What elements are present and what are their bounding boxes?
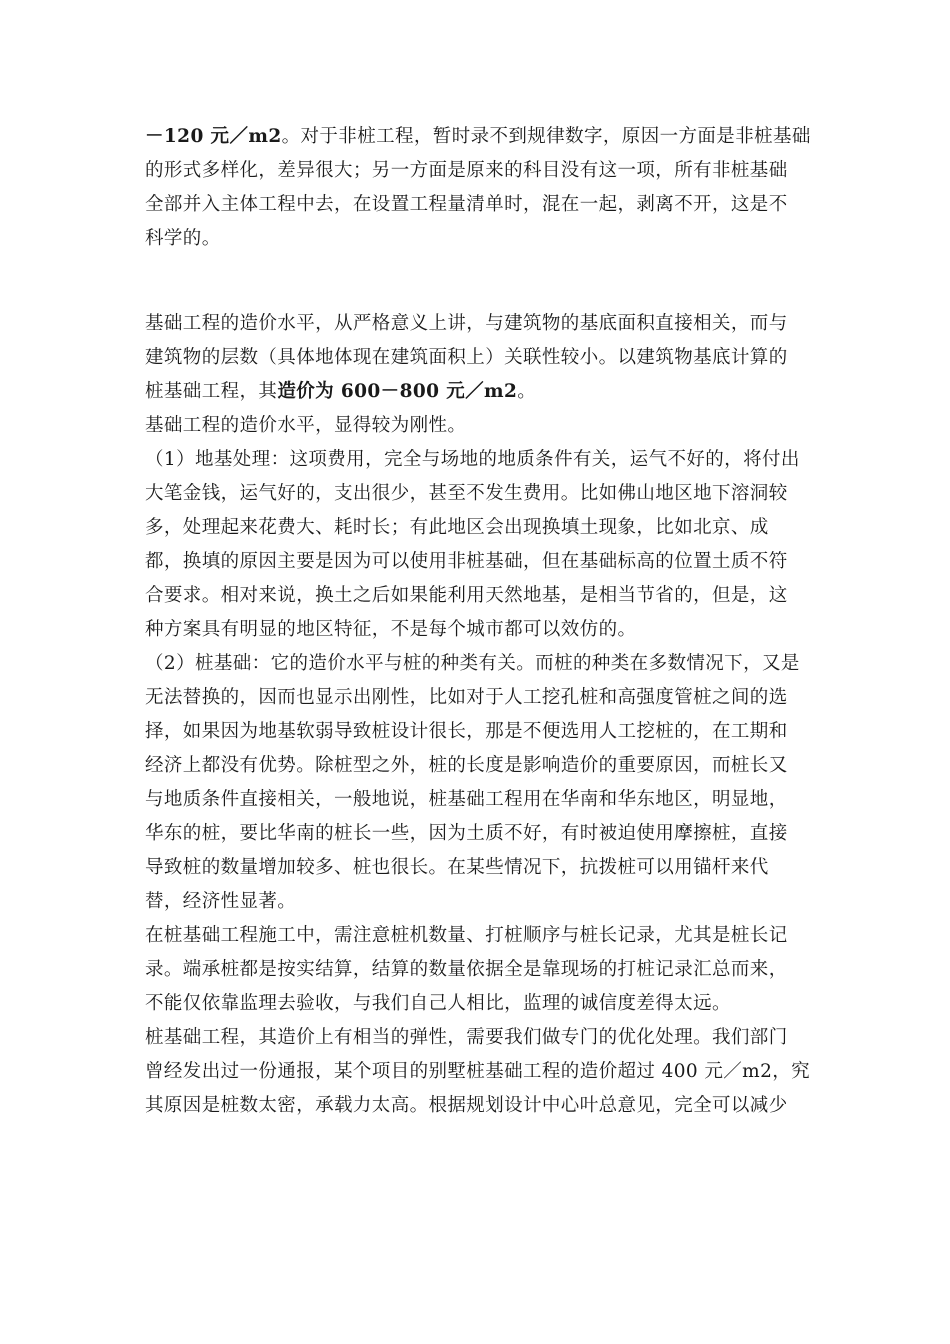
paragraph-2 <box>145 307 810 1157</box>
text-line <box>145 1123 810 1157</box>
paragraph-1 <box>145 120 810 256</box>
text-line: 都，换填的原因主要是因为可以使用非桩基础，但在基础标高的位置土质不符 <box>145 551 788 572</box>
text-line: 全部并入主体工程中去，在设置工程量清单时，混在一起，剥离不开，这是不 <box>145 194 788 215</box>
text-line: 无法替换的，因而也显示出刚性，比如对于人工挖孔桩和高强度管桩之间的选 <box>145 687 788 708</box>
text-line: （1）地基处理：这项费用，完全与场地的地质条件有关，运气不好的，将付出 <box>145 449 800 470</box>
text-line: 择，如果因为地基软弱导致桩设计很长，那是不便选用人工挖桩的，在工期和 <box>145 721 788 742</box>
text-line: 在桩基础工程施工中，需注意桩机数量、打桩顺序与桩长记录，尤其是桩长记 <box>145 925 788 946</box>
text-line: 基础工程的造价水平，显得较为刚性。 <box>145 415 467 436</box>
text-line: 的形式多样化，差异很大；另一方面是原来的科目没有这一项，所有非桩基础 <box>145 160 788 181</box>
text-line: 其原因是桩数太密，承载力太高。根据规划设计中心叶总意见，完全可以减少 <box>145 1095 788 1116</box>
text-line: －120 元／m2。对于非桩工程，暂时录不到规律数字，原因一方面是非桩基础 <box>145 126 811 147</box>
text-line: 建筑物的层数（具体地体现在建筑面积上）关联性较小。以建筑物基底计算的 <box>145 347 788 368</box>
text-line: 导致桩的数量增加较多、桩也很长。在某些情况下，抗拨桩可以用锚杆来代 <box>145 857 769 878</box>
text-line: 种方案具有明显的地区特征，不是每个城市都可以效仿的。 <box>145 619 637 640</box>
text-line: 替，经济性显著。 <box>145 891 297 912</box>
text-line: 华东的桩，要比华南的桩长一些，因为土质不好，有时被迫使用摩擦桩，直接 <box>145 823 788 844</box>
text-line: 录。端承桩都是按实结算，结算的数量依据全是靠现场的打桩记录汇总而来， <box>145 959 788 980</box>
bold-text: －120 元／m2 <box>145 126 282 147</box>
bold-text: 造价为 600－800 元／m2 <box>277 381 518 402</box>
text-line: 曾经发出过一份通报，某个项目的别墅桩基础工程的造价超过 400 元／m2，究 <box>145 1061 811 1082</box>
text-line: 合要求。相对来说，换土之后如果能利用天然地基，是相当节省的，但是，这 <box>145 585 788 606</box>
text-line: 桩基础工程，其造价为 600－800 元／m2。 <box>145 381 537 402</box>
text-line: 经济上都没有优势。除桩型之外，桩的长度是影响造价的重要原因，而桩长又 <box>145 755 788 776</box>
text-line: 科学的。 <box>145 228 221 249</box>
text-line: 大笔金钱，运气好的，支出很少，甚至不发生费用。比如佛山地区地下溶洞较 <box>145 483 788 504</box>
text-line: 不能仅依靠监理去验收，与我们自己人相比，监理的诚信度差得太远。 <box>145 993 731 1014</box>
text-line: 与地质条件直接相关，一般地说，桩基础工程用在华南和华东地区，明显地， <box>145 789 788 810</box>
text-line: 多，处理起来花费大、耗时长；有此地区会出现换填土现象，比如北京、成 <box>145 517 769 538</box>
text-line: （2）桩基础：它的造价水平与桩的种类有关。而桩的种类在多数情况下，又是 <box>145 653 800 674</box>
text-line: 基础工程的造价水平，从严格意义上讲，与建筑物的基底面积直接相关，而与 <box>145 313 788 334</box>
text-line: 桩基础工程，其造价上有相当的弹性，需要我们做专门的优化处理。我们部门 <box>145 1027 788 1048</box>
